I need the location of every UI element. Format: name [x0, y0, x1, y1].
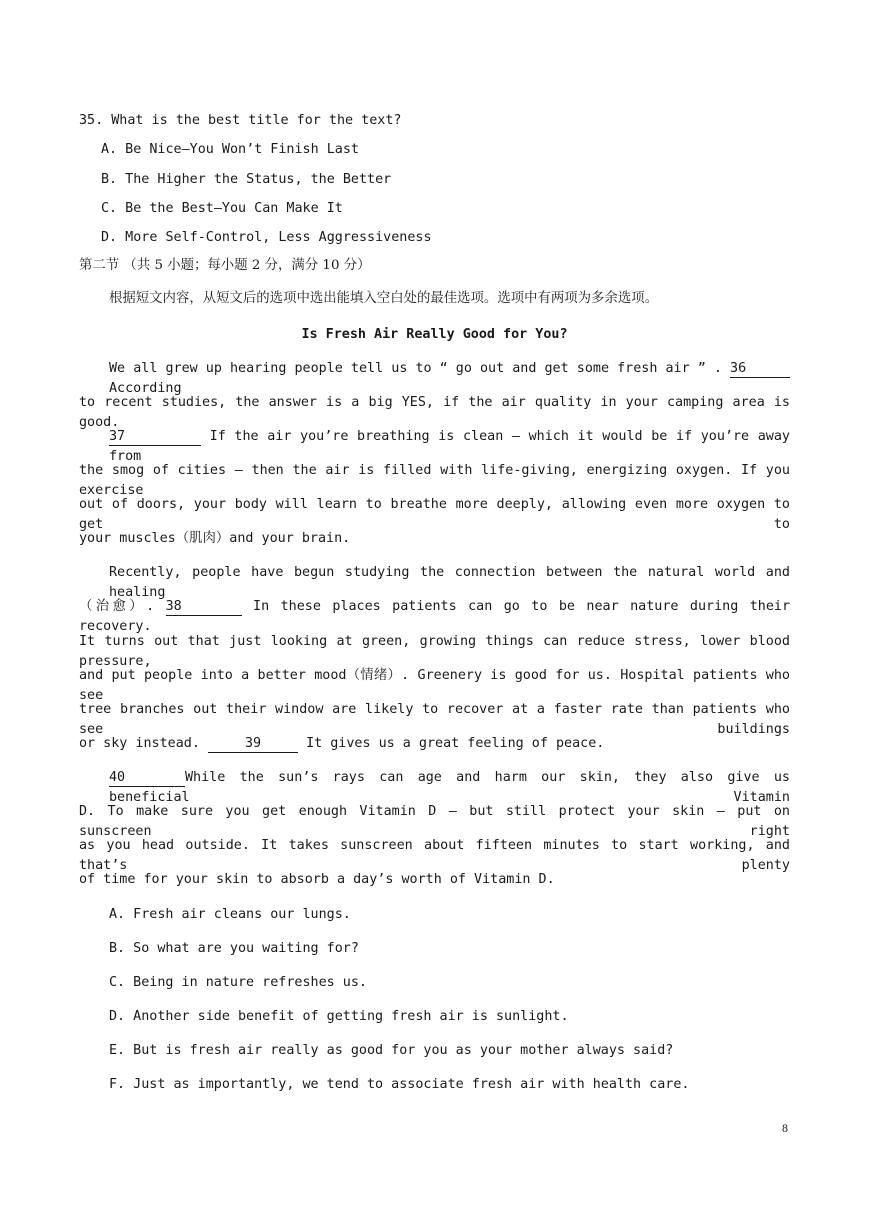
paragraph-2-line-3: out of doors, your body will learn to breathe more deeply, allowing even more oxygen to get to [79, 497, 790, 532]
blank-40: 40 [109, 770, 185, 787]
p3-text-f2: It gives us a great feeling of peace. [306, 736, 605, 751]
paragraph-2-line-2: the smog of cities — then the air is filled with life-giving, energizing oxygen. If you exercise [79, 463, 790, 498]
q35-option-c: C. Be the Best—You Can Make It [101, 201, 343, 216]
p2-text-a: If the air you’re breathing is clean — which it would be if you’re away from [109, 429, 790, 464]
p4-text-a: While the sun’s rays can age and harm our skin, they also give us beneficial Vitamin [109, 770, 790, 805]
paragraph-3-line-4: and put people into a better mood（情绪）. Greenery is good for us. Hospital patients who see [79, 668, 790, 703]
q35-option-a: A. Be Nice—You Won’t Finish Last [101, 142, 359, 157]
paragraph-4-line-4: of time for your skin to absorb a day’s worth of Vitamin D. [79, 872, 555, 887]
choice-b: B. So what are you waiting for? [109, 941, 359, 956]
q35-option-b: B. The Higher the Status, the Better [101, 172, 392, 187]
p3-text-b2: In these places patients can go to be near nature during their recovery. [79, 599, 791, 634]
choice-d: D. Another side benefit of getting fresh air is sunlight. [109, 1009, 569, 1024]
paragraph-4-line-3: as you head outside. It takes sunscreen about fifteen minutes to start working, and that’s plenty [79, 838, 790, 873]
blank-39: 39 [208, 736, 298, 753]
blank-37: 37 [109, 429, 201, 446]
paragraph-3-line-5: tree branches out their window are likely to recover at a faster rate than patients who see buildings [79, 702, 790, 737]
blank-36: 36 [730, 361, 790, 378]
section-instruction: 根据短文内容，从短文后的选项中选出能填入空白处的最佳选项。选项中有两项为多余选项。 [109, 291, 659, 306]
choice-c: C. Being in nature refreshes us. [109, 975, 367, 990]
choice-e: E. But is fresh air really as good for you as your mother always said? [109, 1043, 674, 1058]
page-number: 8 [782, 1121, 788, 1135]
question-35: 35. What is the best title for the text? [79, 113, 402, 128]
p3-text-b1: （治愈）. [79, 599, 155, 614]
blank-38: 38 [166, 599, 242, 616]
paragraph-3-line-3: It turns out that just looking at green, growing things can reduce stress, lower blood pressure, [79, 634, 790, 669]
paragraph-3-line-6 [79, 734, 604, 754]
p1-text-b: According [109, 381, 182, 396]
p3-text-f1: or sky instead. [79, 736, 200, 751]
p1-text-a: We all grew up hearing people tell us to “ go out and get some fresh air ” . [109, 361, 722, 376]
paragraph-1-line-2: to recent studies, the answer is a big YES, if the air quality in your camping area is good. [79, 395, 790, 430]
paragraph-3-line-2 [79, 597, 790, 637]
paragraph-4-line-2: D. To make sure you get enough Vitamin D — but still protect your skin — put on sunscreen right [79, 804, 790, 839]
choice-a: A. Fresh air cleans our lungs. [109, 907, 351, 922]
q35-option-d: D. More Self-Control, Less Aggressiveness [101, 230, 432, 245]
paragraph-2-line-4: your muscles（肌肉）and your brain. [79, 531, 351, 546]
section-heading: 第二节 （共 5 小题；每小题 2 分，满分 10 分） [79, 258, 371, 273]
choice-f: F. Just as importantly, we tend to associate fresh air with health care. [109, 1077, 690, 1092]
passage-title: Is Fresh Air Really Good for You? [301, 327, 568, 342]
paragraph-3-line-1: Recently, people have begun studying the connection between the natural world and healing [109, 565, 790, 600]
